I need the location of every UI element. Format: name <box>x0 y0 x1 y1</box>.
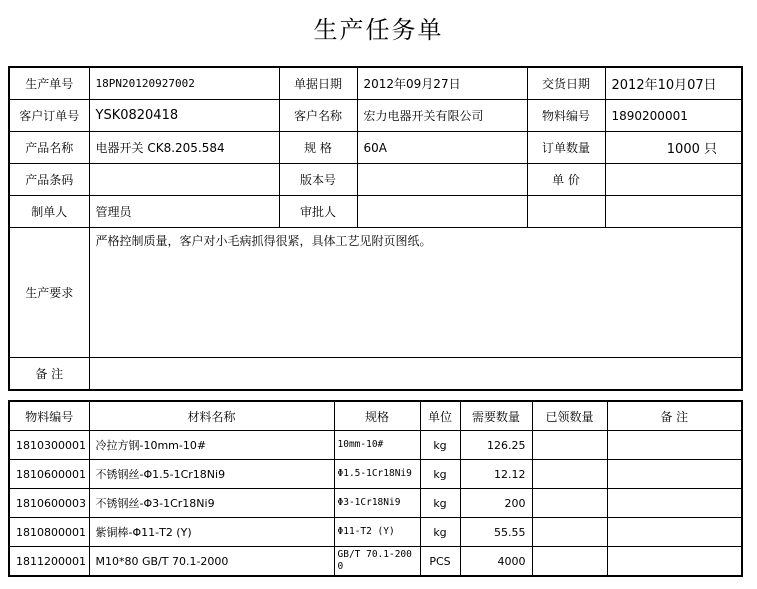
approver-value <box>357 196 527 228</box>
materials-header-row <box>9 401 742 431</box>
version-label: 版本号 <box>279 164 357 196</box>
material-unit: kg <box>420 460 460 489</box>
material-name: 冷拉方钢-10mm-10# <box>89 431 334 460</box>
cust-order-label: 客户订单号 <box>9 100 89 132</box>
product-value: 电器开关 CK8.205.584 <box>89 132 279 164</box>
material-unit: kg <box>420 431 460 460</box>
col-header: 需要数量 <box>460 401 532 431</box>
delivery-date-value: 2012年10月07日 <box>605 67 742 100</box>
qty-value: 1000 只 <box>605 132 742 164</box>
material-note <box>607 547 742 577</box>
material-name: 不锈钢丝-Φ1.5-1Cr18Ni9 <box>89 460 334 489</box>
requirement-label: 生产要求 <box>9 228 89 358</box>
maker-label: 制单人 <box>9 196 89 228</box>
material-code: 1810800001 <box>9 518 89 547</box>
material-need: 12.12 <box>460 460 532 489</box>
table-row <box>9 431 742 460</box>
prod-no-label: 生产单号 <box>9 67 89 100</box>
material-name: 紫铜棒-Φ11-T2 (Y) <box>89 518 334 547</box>
table-row <box>9 489 742 518</box>
material-taken <box>532 547 607 577</box>
materials-table <box>8 400 743 577</box>
col-header: 已领数量 <box>532 401 607 431</box>
order-info-table <box>8 66 743 391</box>
table-row <box>9 460 742 489</box>
material-note <box>607 431 742 460</box>
price-label: 单 价 <box>527 164 605 196</box>
material-code: 1811200001 <box>9 547 89 577</box>
material-code: 1810600003 <box>9 489 89 518</box>
spec-label: 规 格 <box>279 132 357 164</box>
material-name: M10*80 GB/T 70.1-2000 <box>89 547 334 577</box>
material-code: 1810600001 <box>9 460 89 489</box>
price-value <box>605 164 742 196</box>
col-header: 规格 <box>334 401 420 431</box>
empty-cell <box>527 196 605 228</box>
material-taken <box>532 460 607 489</box>
barcode-label: 产品条码 <box>9 164 89 196</box>
col-header: 单位 <box>420 401 460 431</box>
empty-cell <box>605 196 742 228</box>
mat-no-label: 物料编号 <box>527 100 605 132</box>
material-code: 1810300001 <box>9 431 89 460</box>
cust-name-label: 客户名称 <box>279 100 357 132</box>
requirement-value: 严格控制质量，客户对小毛病抓得很紧，具体工艺见附页图纸。 <box>89 228 742 358</box>
note-value <box>89 358 742 391</box>
version-value <box>357 164 527 196</box>
material-name: 不锈钢丝-Φ3-1Cr18Ni9 <box>89 489 334 518</box>
mat-no-value: 1890200001 <box>605 100 742 132</box>
material-unit: PCS <box>420 547 460 577</box>
bill-date-label: 单据日期 <box>279 67 357 100</box>
barcode-value <box>89 164 279 196</box>
material-spec: 10mm-10# <box>334 431 420 460</box>
delivery-date-label: 交货日期 <box>527 67 605 100</box>
table-row <box>9 547 742 577</box>
cust-order-value: YSK0820418 <box>89 100 279 132</box>
col-header: 备 注 <box>607 401 742 431</box>
material-note <box>607 460 742 489</box>
material-taken <box>532 431 607 460</box>
qty-label: 订单数量 <box>527 132 605 164</box>
material-need: 55.55 <box>460 518 532 547</box>
product-label: 产品名称 <box>9 132 89 164</box>
material-unit: kg <box>420 518 460 547</box>
material-note <box>607 518 742 547</box>
col-header: 物料编号 <box>9 401 89 431</box>
material-note <box>607 489 742 518</box>
material-taken <box>532 518 607 547</box>
material-need: 200 <box>460 489 532 518</box>
table-row <box>9 518 742 547</box>
material-spec: Φ11-T2 (Y) <box>334 518 420 547</box>
material-spec: Φ1.5-1Cr18Ni9 <box>334 460 420 489</box>
bill-date-value: 2012年09月27日 <box>357 67 527 100</box>
cust-name-value: 宏力电器开关有限公司 <box>357 100 527 132</box>
material-need: 126.25 <box>460 431 532 460</box>
material-need: 4000 <box>460 547 532 577</box>
approver-label: 审批人 <box>279 196 357 228</box>
prod-no-value: 18PN20120927002 <box>89 67 279 100</box>
col-header: 材料名称 <box>89 401 334 431</box>
material-taken <box>532 489 607 518</box>
document-title: 生产任务单 <box>313 16 444 44</box>
spec-value: 60A <box>357 132 527 164</box>
material-spec: Φ3-1Cr18Ni9 <box>334 489 420 518</box>
material-spec: GB/T 70.1-2000 <box>334 547 420 577</box>
maker-value: 管理员 <box>89 196 279 228</box>
note-label: 备 注 <box>9 358 89 391</box>
material-unit: kg <box>420 489 460 518</box>
